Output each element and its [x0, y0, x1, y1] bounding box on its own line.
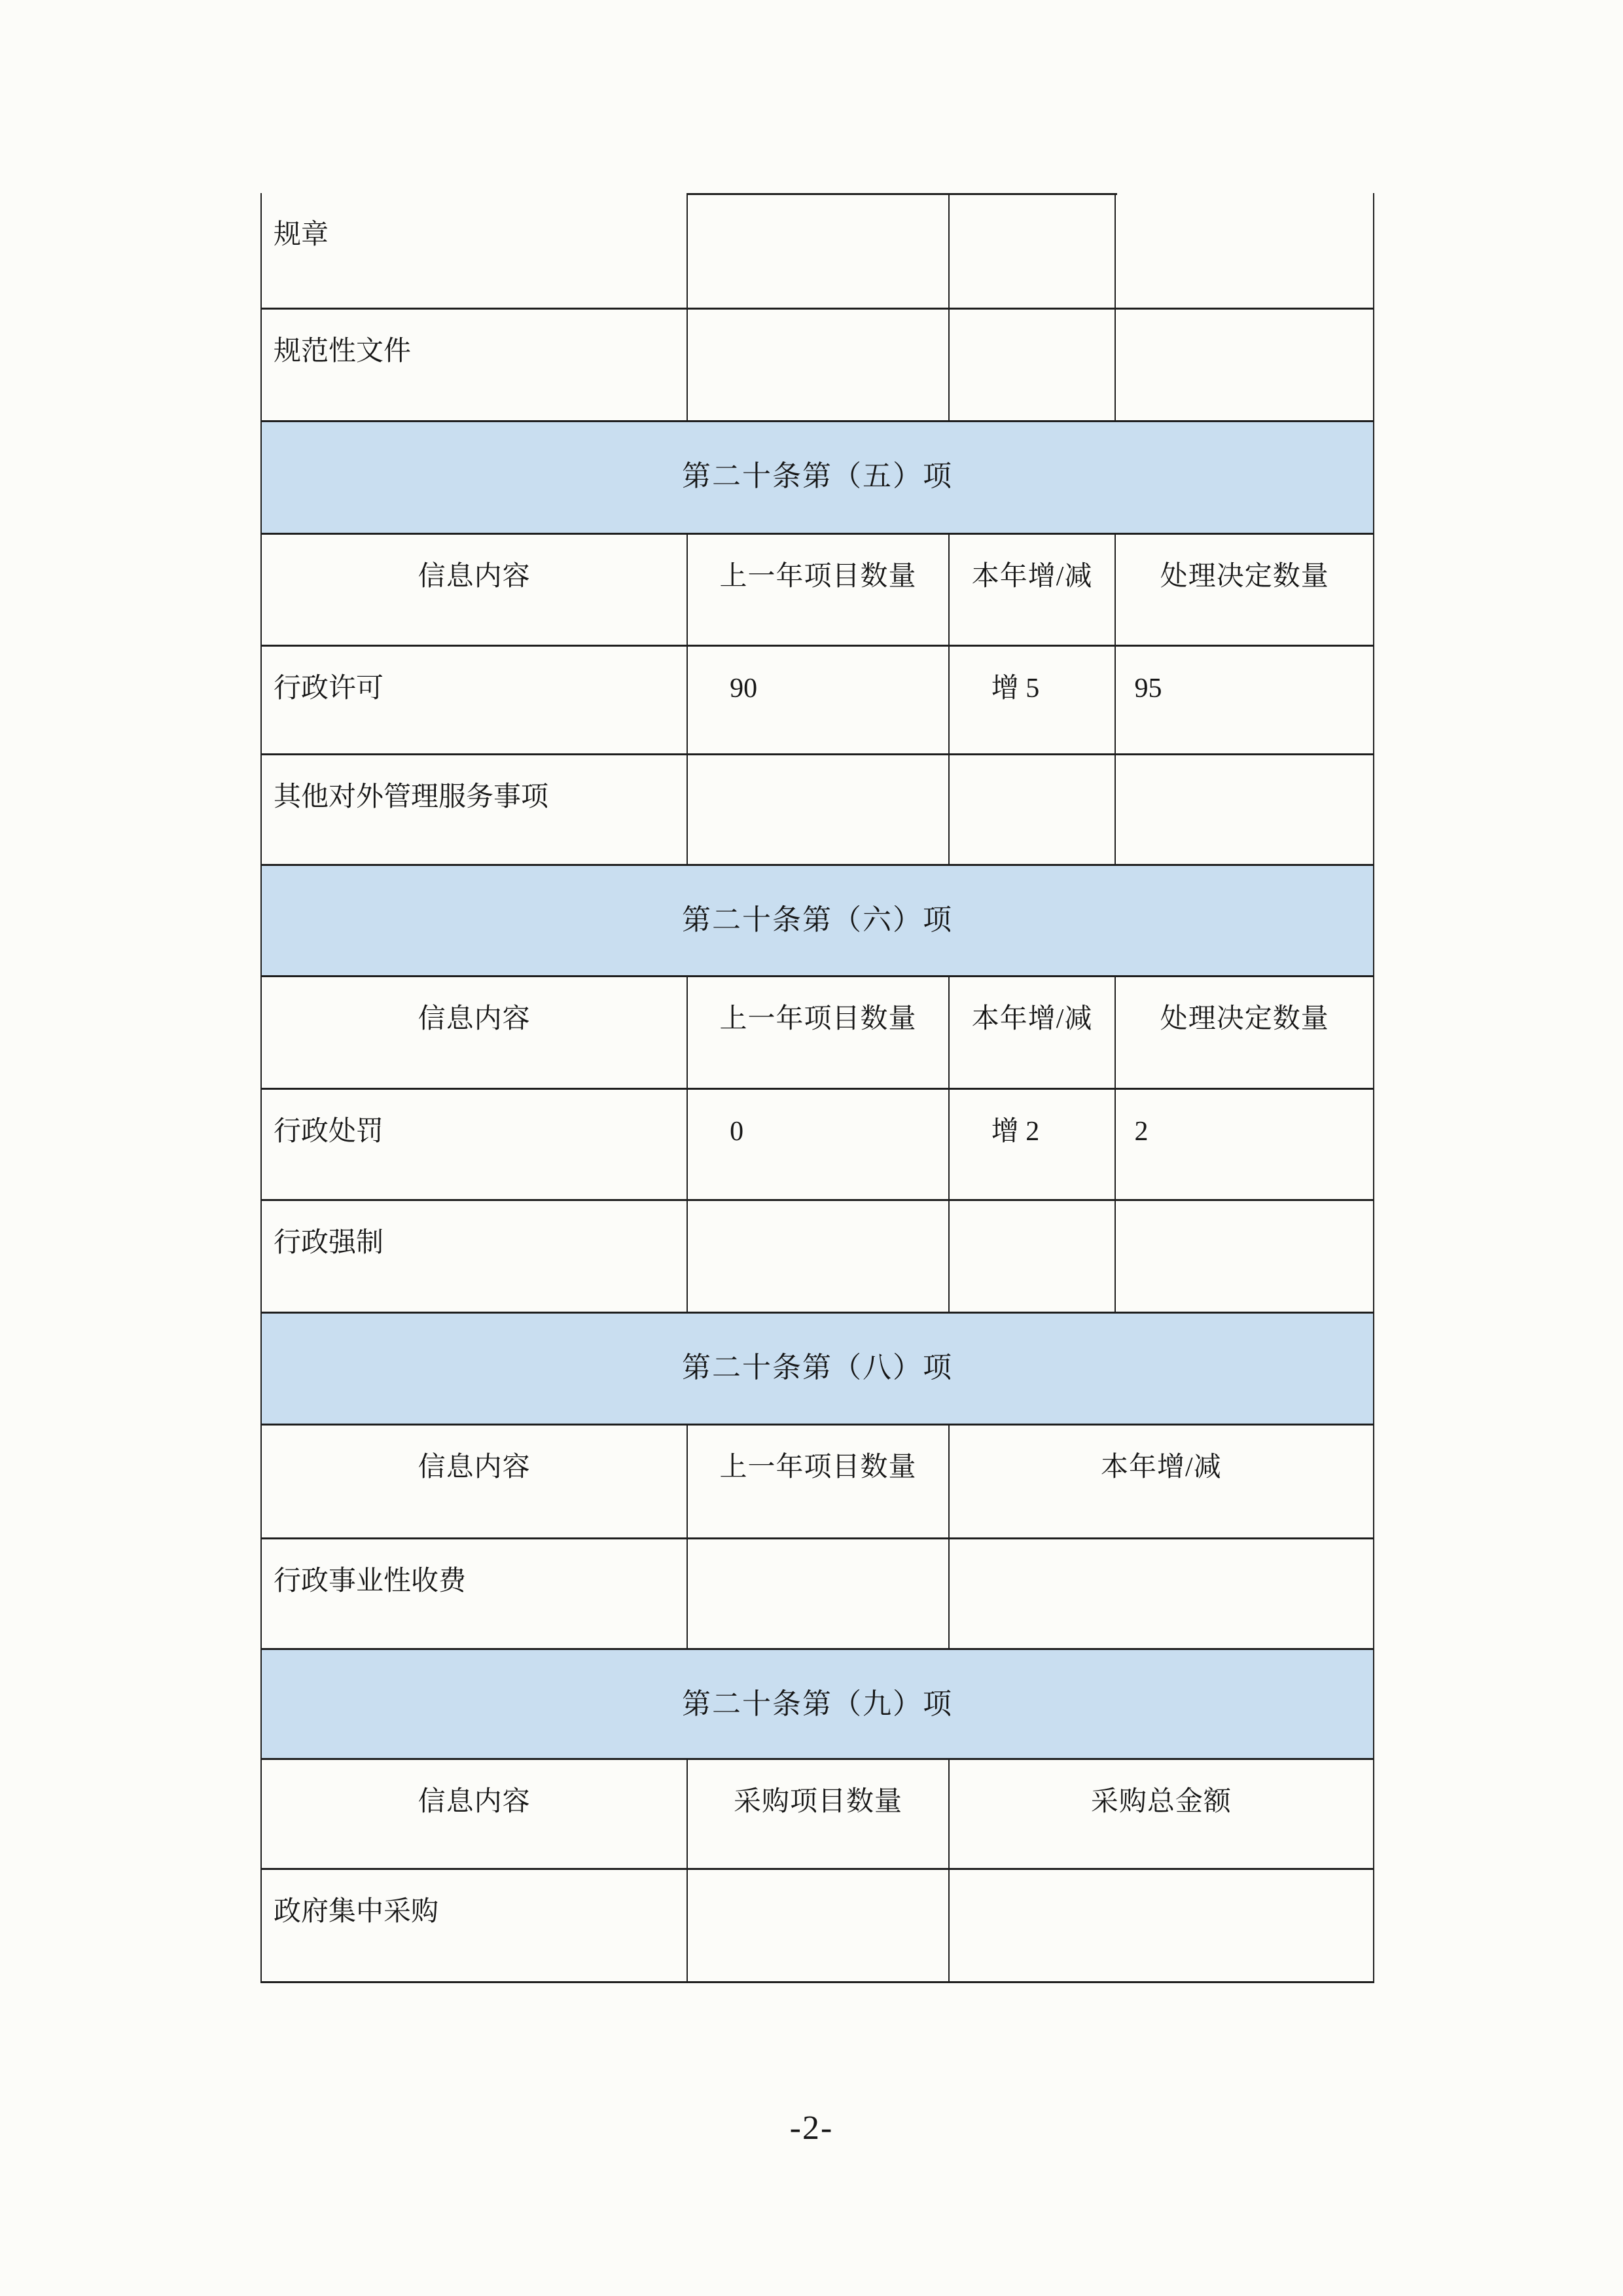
table-row-xingzhengxuke	[260, 647, 1374, 755]
header-cell: 信息内容	[260, 977, 687, 1088]
row-label-cell: 行政许可	[260, 647, 687, 753]
empty-cell	[1115, 755, 1373, 864]
section-band-item8: 第二十条第（八）项	[260, 1314, 1374, 1426]
header-cell: 信息内容	[260, 535, 687, 645]
header-cell: 上一年项目数量	[687, 977, 948, 1088]
page-number: -2-	[789, 2109, 834, 2147]
header-row	[260, 977, 1374, 1090]
header-cell: 信息内容	[260, 1426, 687, 1537]
header-cell: 处理决定数量	[1115, 535, 1373, 645]
header-row	[260, 1760, 1374, 1870]
empty-cell	[948, 755, 1115, 864]
row-label-cell: 规范性文件	[260, 310, 687, 420]
header-cell: 信息内容	[260, 1760, 687, 1868]
empty-cell	[948, 1870, 1373, 1981]
header-cell: 采购总金额	[948, 1760, 1373, 1868]
table-row-xingzhengqiangzhi	[260, 1201, 1374, 1314]
row-label-cell: 其他对外管理服务事项	[260, 755, 687, 864]
empty-cell	[687, 193, 948, 308]
header-row	[260, 535, 1374, 647]
empty-cell	[1115, 193, 1373, 308]
empty-cell	[687, 1201, 948, 1312]
row-label-cell: 行政强制	[260, 1201, 687, 1312]
empty-cell	[948, 310, 1115, 420]
value-cell: 95	[1115, 647, 1373, 753]
row-label-cell: 政府集中采购	[260, 1870, 687, 1981]
value-cell: 90	[687, 647, 948, 753]
empty-cell	[687, 1870, 948, 1981]
section-band-item6: 第二十条第（六）项	[260, 866, 1374, 977]
table-row-xingzhengchufa	[260, 1090, 1374, 1201]
table-row-qita	[260, 755, 1374, 866]
empty-cell	[1115, 1201, 1373, 1312]
header-cell: 采购项目数量	[687, 1760, 948, 1868]
header-cell: 上一年项目数量	[687, 1426, 948, 1537]
row-label-cell: 行政事业性收费	[260, 1539, 687, 1648]
empty-cell	[687, 755, 948, 864]
value-cell: 0	[687, 1090, 948, 1199]
empty-cell	[1115, 310, 1373, 420]
value-cell: 增 2	[948, 1090, 1115, 1199]
header-cell: 本年增/减	[948, 977, 1115, 1088]
header-cell: 本年增/减	[948, 1426, 1373, 1537]
table-row-guifanxingwenjian	[260, 310, 1374, 422]
partial-top-border	[687, 193, 1117, 195]
header-cell: 本年增/减	[948, 535, 1115, 645]
section-band-item9: 第二十条第（九）项	[260, 1650, 1374, 1760]
value-cell: 2	[1115, 1090, 1373, 1199]
header-cell: 处理决定数量	[1115, 977, 1373, 1088]
value-cell: 增 5	[948, 647, 1115, 753]
empty-cell	[948, 1201, 1115, 1312]
row-label-cell: 规章	[260, 193, 687, 308]
empty-cell	[948, 193, 1115, 308]
empty-cell	[687, 1539, 948, 1648]
table-row-jizhongcaigou	[260, 1870, 1374, 1983]
header-cell: 上一年项目数量	[687, 535, 948, 645]
table-row-shoufei	[260, 1539, 1374, 1650]
table-row-guizhang	[260, 193, 1374, 310]
disclosure-report-table	[260, 193, 1374, 1983]
section-band-item5: 第二十条第（五）项	[260, 422, 1374, 535]
empty-cell	[687, 310, 948, 420]
empty-cell	[948, 1539, 1373, 1648]
row-label-cell: 行政处罚	[260, 1090, 687, 1199]
header-row	[260, 1426, 1374, 1539]
